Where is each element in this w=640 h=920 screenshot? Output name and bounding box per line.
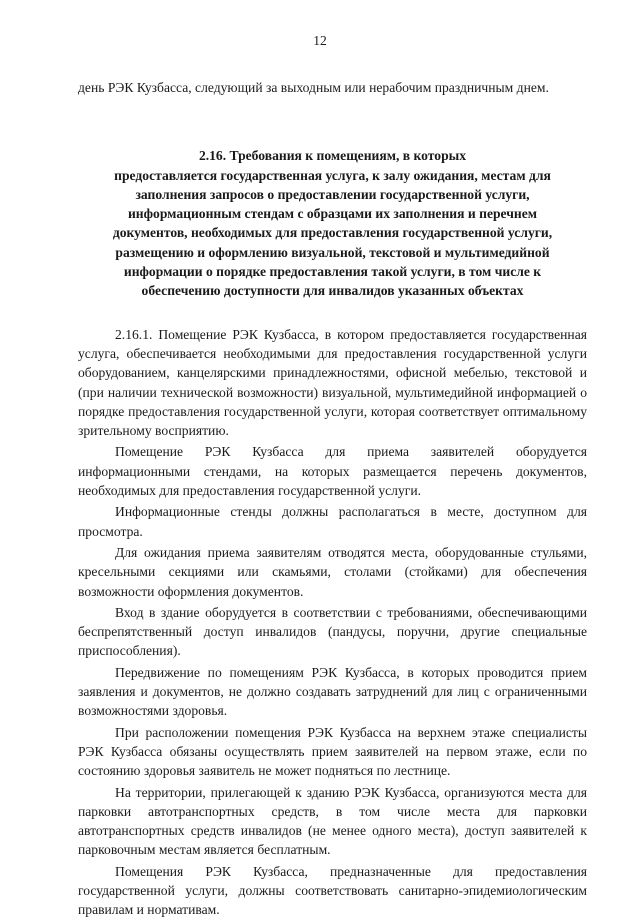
paragraph-2-16-1: 2.16.1. Помещение РЭК Кузбасса, в котором предоставляется государственная услуга, обеспечивается необходимыми для предоставления государственной услуги оборудованием, канцелярскими принадлежностями, офисной мебелью, текстовой и (при наличии технической возможности) визуальной, мультимедийной информацией о порядке предоставления государственной услуги, которая соответствует оптимальному зрительному восприятию. — [78, 326, 587, 439]
paragraph-upper-floor: При расположении помещения РЭК Кузбасса на верхнем этаже специалисты РЭК Кузбасса обязаны осуществлять прием заявителей на первом этаже, если по состоянию здоровья заявитель не может подняться по лестнице. — [78, 724, 587, 779]
paragraph-stands-location: Информационные стенды должны располагаться в месте, доступном для просмотра. — [78, 504, 587, 539]
heading-line: размещению и оформлению визуальной, текстовой и мультимедийной — [115, 244, 550, 260]
paragraph-movement: Передвижение по помещениям РЭК Кузбасса, в которых проводится прием заявления и документов, не должно создавать затруднений для лиц с ограниченными возможностями здоровья. — [78, 664, 587, 719]
heading-line: информационным стендам с образцами их заполнения и перечнем — [127, 206, 538, 222]
section-heading — [78, 146, 587, 300]
page-number: 12 — [313, 33, 327, 48]
heading-line: документов, необходимых для предоставления государственной услуги, — [112, 225, 553, 241]
paragraph-info-stands: Помещение РЭК Кузбасса для приема заявителей оборудуется информационными стендами, на которых размещается перечень документов, необходимых для предоставления государственной услуги. — [78, 444, 587, 499]
intro-paragraph: день РЭК Кузбасса, следующий за выходным или нерабочим праздничным днем. — [78, 80, 549, 95]
paragraph-entrance: Вход в здание оборудуется в соответствии с требованиями, обеспечивающими беспрепятственный доступ инвалидов (пандусы, поручни, другие специальные приспособления). — [78, 604, 587, 659]
paragraph-parking: На территории, прилегающей к зданию РЭК Кузбасса, организуются места для парковки автотранспортных средств, в том числе места для парковки автотранспортных средств инвалидов (не менее одного места), доступ заявителей к парковочным местам является бесплатным. — [78, 784, 587, 858]
heading-line: предоставляется государственная услуга, к залу ожидания, местам для — [114, 167, 551, 183]
heading-line: обеспечению доступности для инвалидов указанных объектах — [141, 283, 524, 299]
heading-line: 2.16. Требования к помещениям, в которых — [198, 148, 467, 164]
paragraph-waiting-area: Для ожидания приема заявителям отводятся места, оборудованные стульями, кресельными секциями или скамьями, столами (стойками) для обеспечения возможности оформления документов. — [78, 544, 587, 599]
paragraph-sanitary: Помещения РЭК Кузбасса, предназначенные для предоставления государственной услуги, должны соответствовать санитарно-эпидемиологическим правилам и нормативам. — [78, 863, 587, 918]
document-body — [78, 78, 587, 920]
heading-line: заполнения запросов о предоставлении государственной услуги, — [135, 186, 530, 202]
heading-line: информации о порядке предоставления такой услуги, в том числе к — [123, 264, 542, 280]
